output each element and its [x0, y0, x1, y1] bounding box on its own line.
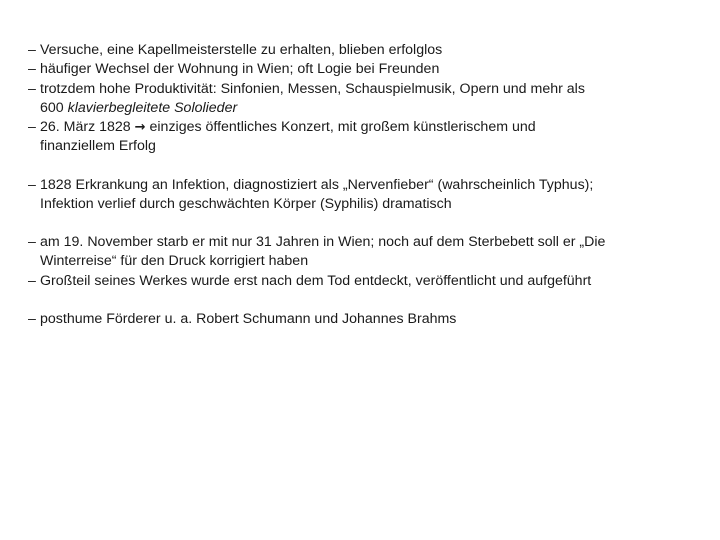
item-text: posthume Förderer u. a. Robert Schumann und Johannes Brahms [40, 311, 457, 327]
list-item [28, 118, 708, 157]
dash-bullet: – [28, 272, 36, 289]
dash-bullet: – [28, 80, 36, 97]
item-text: trotzdem hohe Produktivität: Sinfonien, Messen, Schauspielmusik, Opern und mehr als [40, 80, 585, 97]
item-text-continued: finanziellem Erfolg [40, 138, 156, 155]
dash-bullet: – [28, 119, 36, 136]
item-text-continued: Winterreise“ für den Druck korrigiert haben [40, 253, 309, 270]
dash-bullet: – [28, 42, 36, 58]
list-item [28, 41, 708, 60]
item-text [40, 118, 708, 137]
item-text: am 19. November starb er mit nur 31 Jahren in Wien; noch auf dem Sterbebett soll er „Die [40, 234, 606, 250]
list-item [28, 60, 708, 79]
bullet-group-death [28, 233, 708, 291]
dash-bullet: – [28, 61, 36, 78]
bullet-group-career [28, 41, 708, 157]
item-text: Großteil seines Werkes wurde erst nach dem Tod entdeckt, veröffentlicht und aufgeführt [40, 272, 592, 289]
item-text: häufiger Wechsel der Wohnung in Wien; oft Logie bei Freunden [40, 61, 440, 78]
list-item [28, 176, 708, 215]
bullet-group-legacy [28, 310, 708, 329]
list-item [28, 310, 708, 329]
item-text-continued [40, 99, 708, 118]
dash-bullet: – [28, 234, 36, 250]
dash-bullet: – [28, 177, 36, 193]
concert-date: 26. März 1828 [40, 119, 131, 136]
arrow-right-icon: → [134, 120, 146, 136]
bullet-group-illness [28, 176, 708, 215]
concert-description: einziges öffentliches Konzert, mit großem künstlerischem und [149, 119, 536, 136]
list-item [28, 233, 708, 272]
song-count: 600 [40, 99, 68, 116]
song-type: klavierbegleitete Sololieder [67, 99, 238, 116]
item-text: 1828 Erkrankung an Infektion, diagnostiziert als „Nervenfieber“ (wahrscheinlich Typhus); [40, 177, 594, 193]
list-item [28, 272, 708, 291]
item-text: Versuche, eine Kapellmeisterstelle zu erhalten, blieben erfolglos [40, 42, 443, 58]
item-text-continued: Infektion verlief durch geschwächten Körper (Syphilis) dramatisch [40, 196, 452, 213]
dash-bullet: – [28, 311, 36, 327]
list-item [28, 80, 708, 119]
